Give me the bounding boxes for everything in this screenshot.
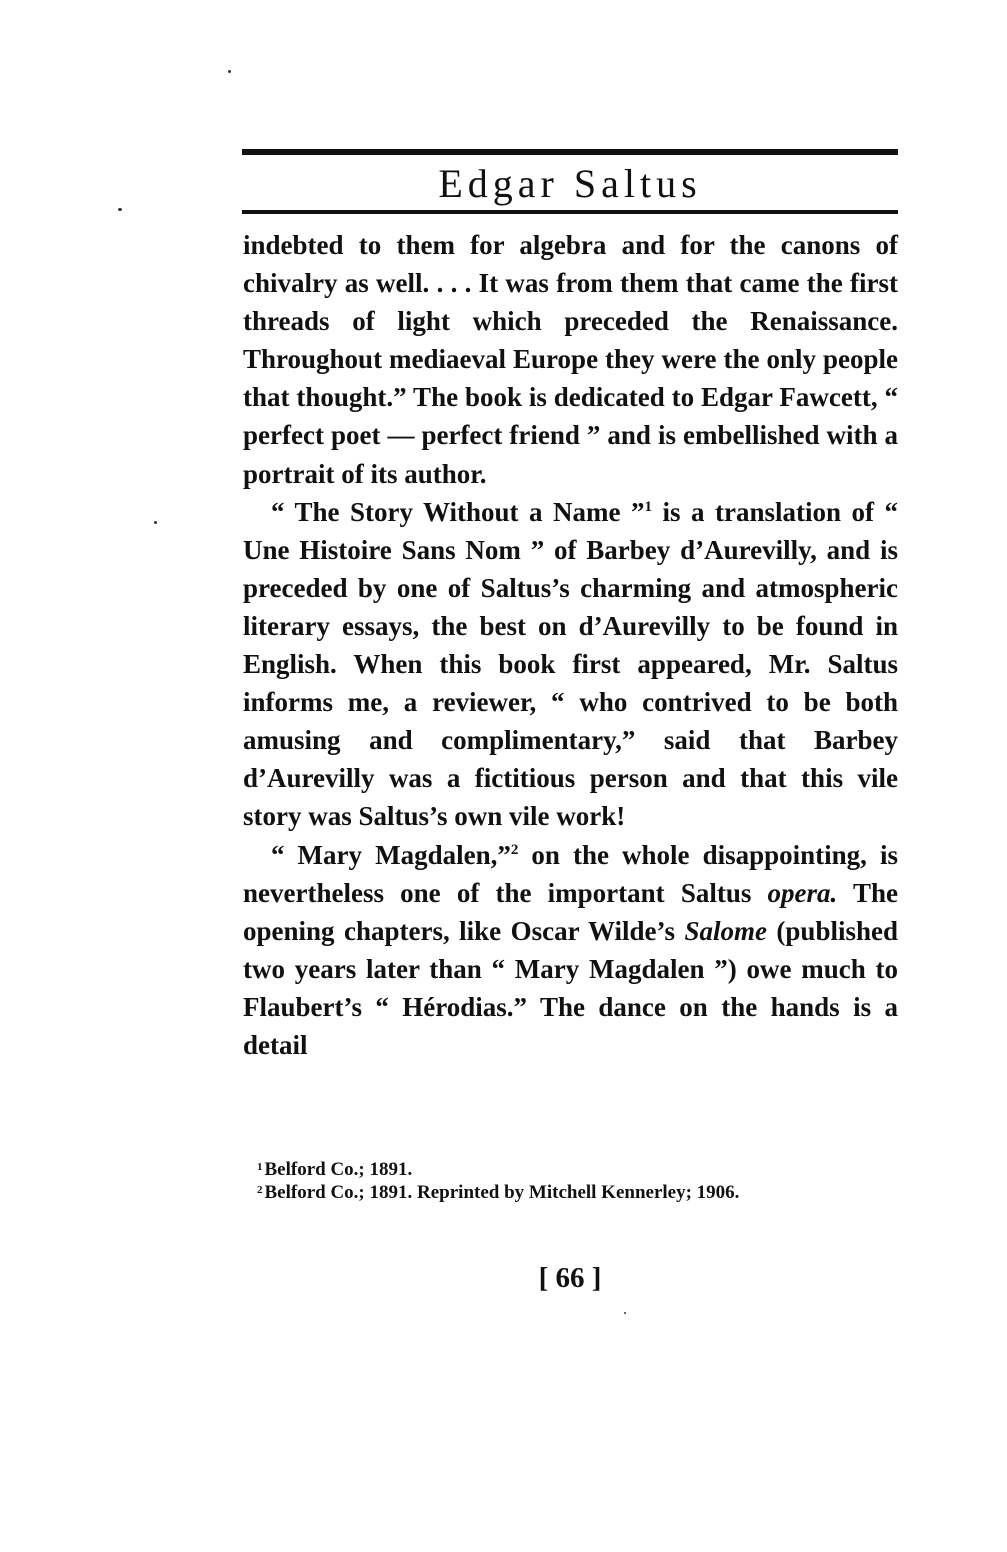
footnote-ref: 2 — [510, 841, 519, 858]
text-run: indebted to them for algebra and for the canons of chivalry as well. . . . It was from them that came the first threads of light which preceded the Renaissance. Throughout mediaeval Europe they were the only people that thought.” The book is dedicated to Edgar Fawcett, “ perfect poet — perfect friend ” and is embellished with a portrait of its author. — [243, 230, 898, 489]
text-run: The opening chapters, like Oscar Wilde’s — [243, 877, 898, 946]
body-text — [243, 226, 898, 1064]
scan-speck — [154, 521, 157, 524]
footnote — [243, 1181, 898, 1204]
scan-speck — [624, 1312, 626, 1314]
running-head: Edgar Saltus — [438, 161, 702, 206]
paragraph — [243, 836, 898, 1065]
footnote-mark: 1 — [257, 1161, 263, 1173]
header-rule-top — [242, 149, 898, 155]
italic-title: Salome — [684, 915, 767, 946]
scan-speck — [118, 208, 122, 211]
footnote-text: Belford Co.; 1891. Reprinted by Mitchell Kennerley; 1906. — [264, 1182, 740, 1203]
footnote — [243, 1158, 898, 1181]
text-run: “ The Story Without a Name ” — [271, 496, 645, 527]
text-run: (published two years later than “ Mary Magdalen ”) owe much to Flaubert’s “ Hérodias.” The dance on the hands is a detail — [243, 915, 898, 1060]
footnote-text: Belford Co.; 1891. — [264, 1159, 413, 1180]
paragraph — [243, 226, 898, 493]
text-run: “ Mary Magdalen,” — [271, 839, 511, 870]
footnote-ref: 1 — [644, 498, 653, 515]
italic-title: opera. — [767, 877, 838, 908]
text-run: is a translation of “ Une Histoire Sans Nom ” of Barbey d’Aurevilly, and is preceded by one of Saltus’s charming and atmospheric literary essays, the best on d’Aurevilly to be found in English. When this book first appeared, Mr. Saltus informs me, a reviewer, “ who contrived to be both amusing and complimentary,” said that Barbey d’Aurevilly was a fictitious person and that this vile story was Saltus’s own vile work! — [243, 496, 899, 832]
footnote-mark: 2 — [257, 1184, 263, 1196]
footnotes — [243, 1158, 898, 1204]
paragraph — [243, 493, 898, 836]
header-rule-bottom — [242, 210, 898, 214]
text-run: on the whole disappointing, is nevertheless one of the important Saltus — [243, 839, 898, 908]
page-number: [ 66 ] — [538, 1262, 602, 1294]
scan-speck — [228, 70, 231, 73]
